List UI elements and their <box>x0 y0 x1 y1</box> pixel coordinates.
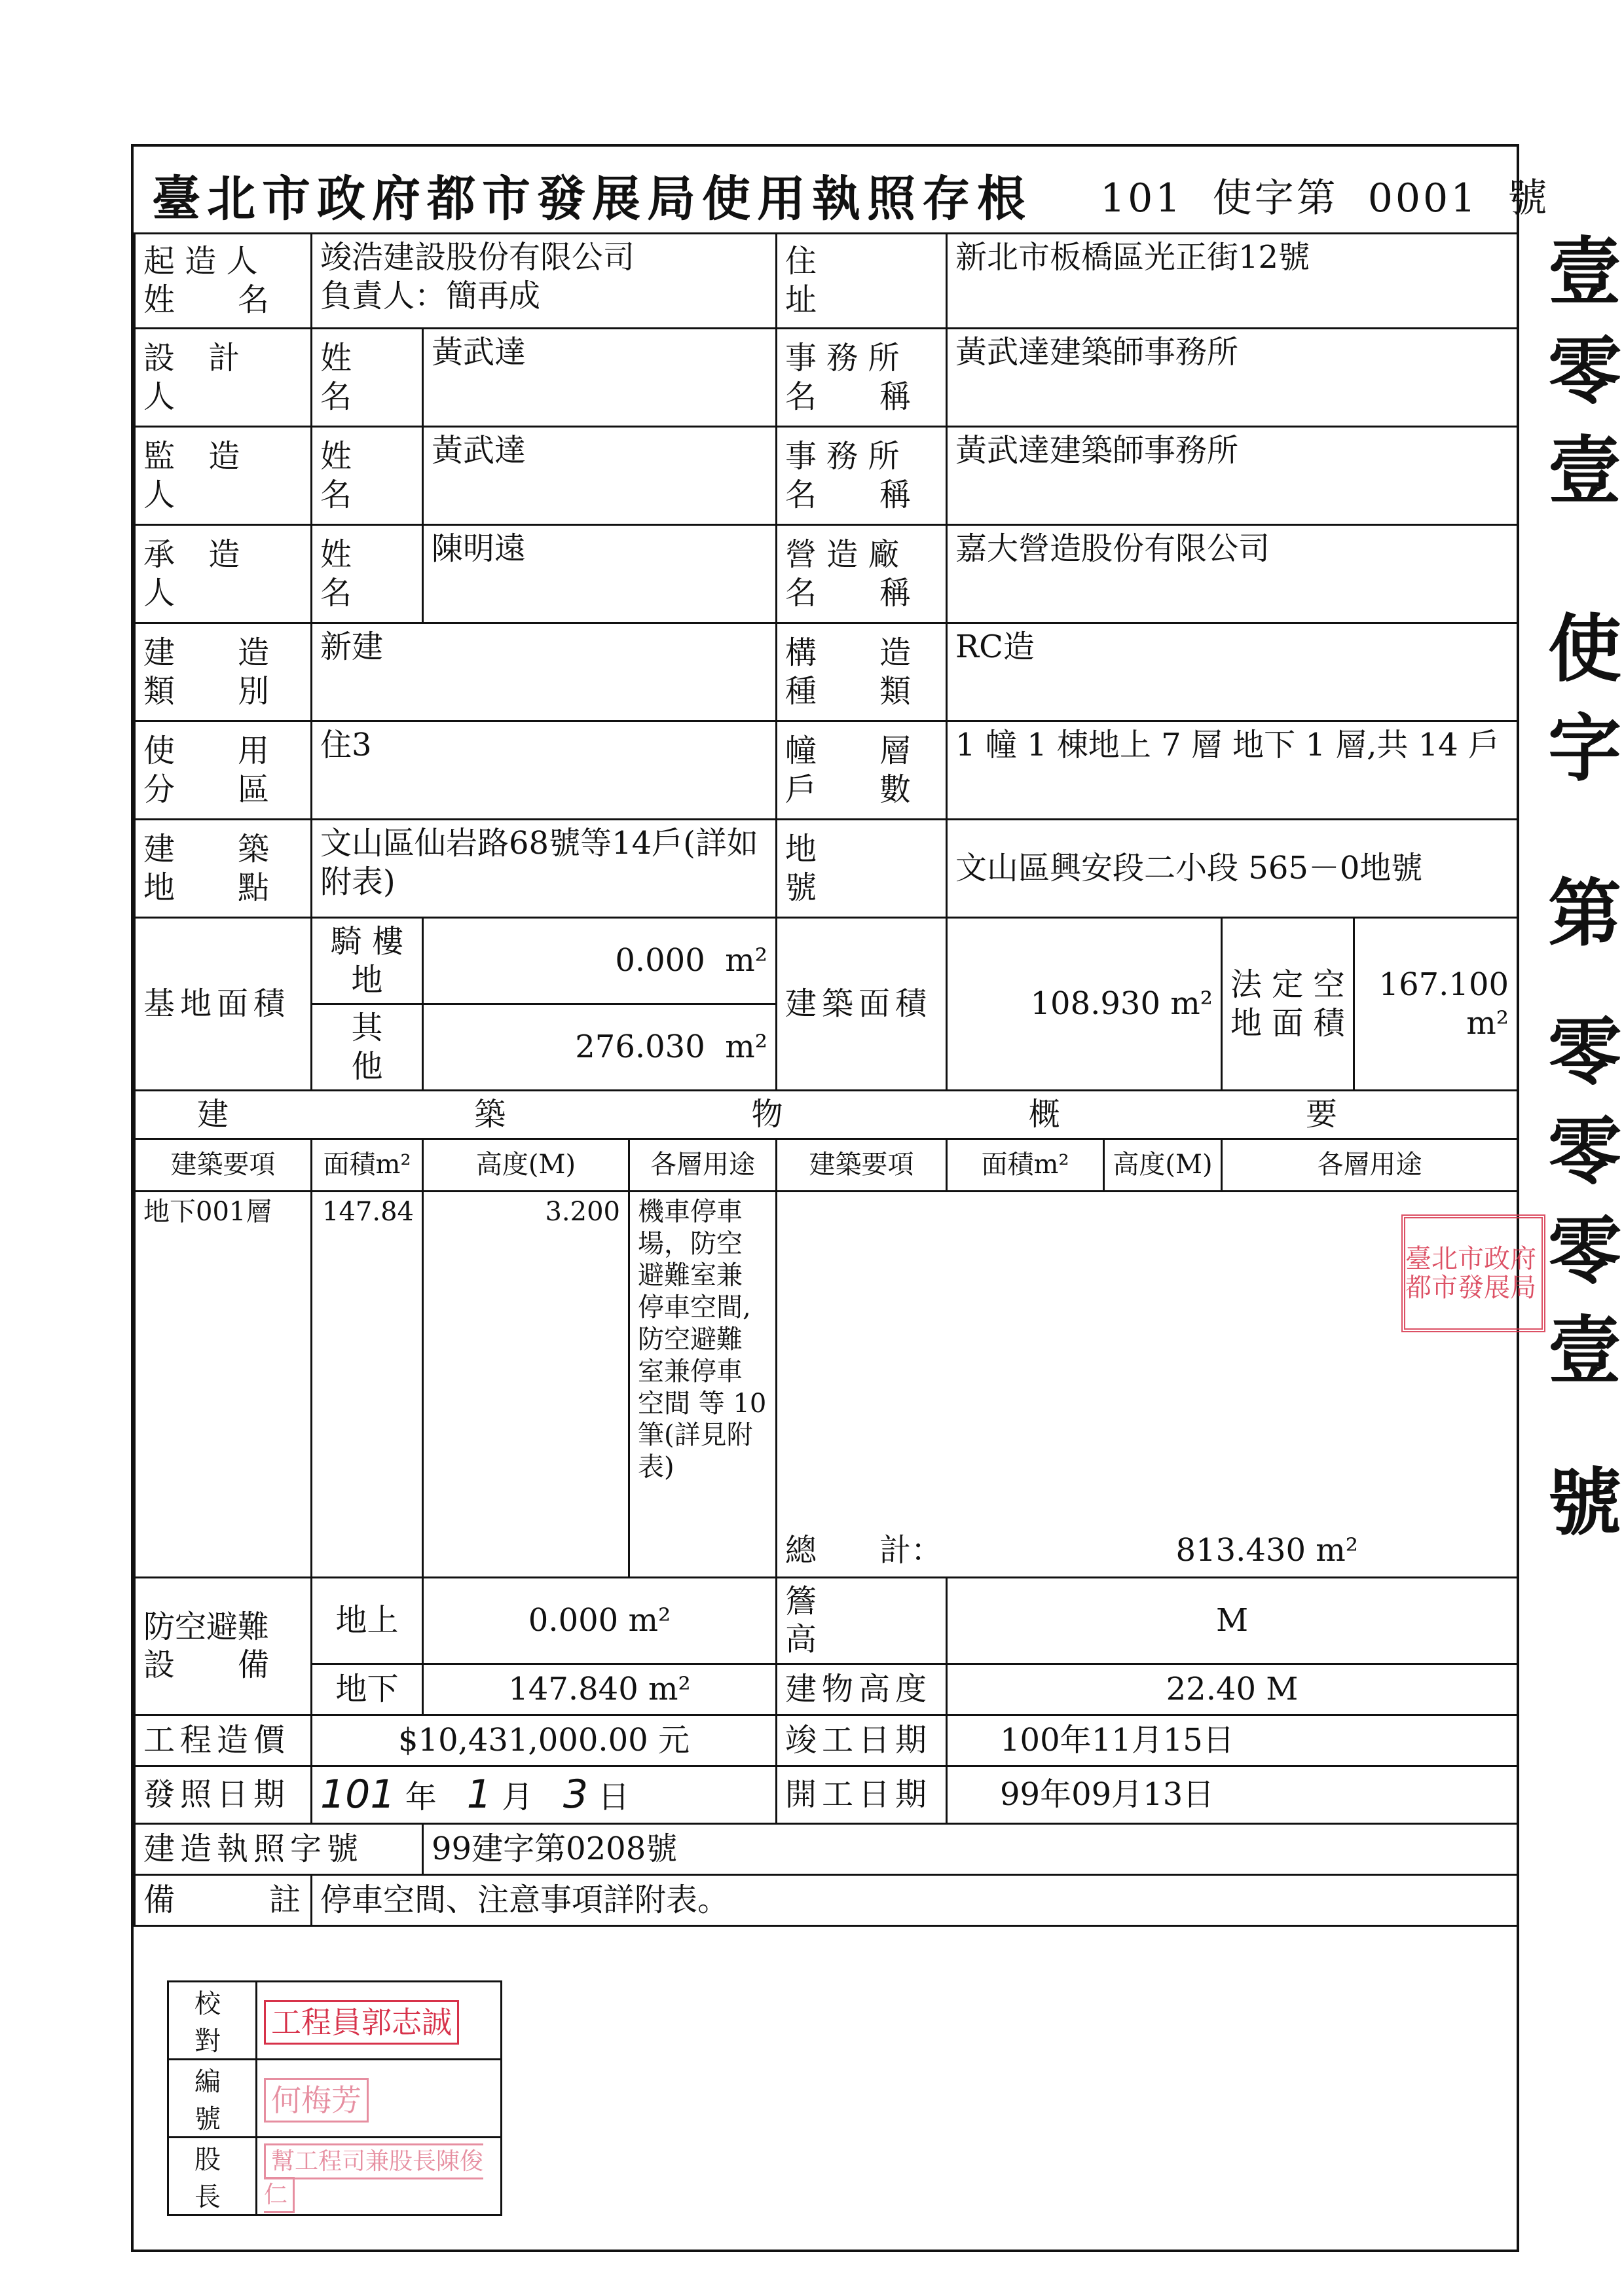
issue-year: 101 <box>320 1771 396 1817</box>
unit-count-label: 幢 層 戶 數 <box>777 721 947 820</box>
floor-item: 地下001層 <box>135 1191 312 1577</box>
floor-area: 147.84 <box>312 1191 423 1577</box>
builder-value <box>312 234 777 329</box>
approval-key: 編 號 <box>168 2060 257 2138</box>
building-area-label: 建築面積 <box>777 918 947 1091</box>
contractor-name: 陳明遠 <box>423 525 777 623</box>
open-space-area: 167.100 m² <box>1354 918 1518 1091</box>
approval-stamp: 幫工程司兼股長陳俊仁 <box>257 2138 502 2215</box>
serial-no: 0001 <box>1367 175 1479 221</box>
permit-number: 99建字第0208號 <box>423 1824 1518 1875</box>
serial-suffix: 號 <box>1507 175 1550 221</box>
site-area-label: 基地面積 <box>135 918 312 1091</box>
builder-label: 起 造 人 姓 名 <box>135 234 312 329</box>
building-area: 108.930 m² <box>947 918 1222 1091</box>
completion-label: 竣工日期 <box>777 1715 947 1766</box>
designer-name-label: 姓 名 <box>312 329 423 427</box>
start-label: 開工日期 <box>777 1766 947 1823</box>
issue-day: 3 <box>563 1771 589 1817</box>
other-label: 其 他 <box>312 1004 423 1091</box>
cost-value: $10,431,000.00 元 <box>312 1715 777 1766</box>
designer-office-label: 事 務 所 名 稱 <box>777 329 947 427</box>
col-item-1: 建築要項 <box>135 1139 312 1191</box>
lot-label: 地 號 <box>777 820 947 918</box>
total-label: 總 計： <box>785 1532 943 1569</box>
building-height: 22.40 M <box>947 1664 1518 1715</box>
building-height-label: 建物高度 <box>777 1664 947 1715</box>
supervisor-name: 黃武達 <box>423 427 777 525</box>
zone-value: 住3 <box>312 721 777 820</box>
col-item-2: 建築要項 <box>777 1139 947 1191</box>
structure-type: RC造 <box>947 623 1518 721</box>
construction-type-label: 建 造 類 別 <box>135 623 312 721</box>
document-title: 臺北市政府都市發展局使用執照存根 <box>152 171 1032 227</box>
cost-label: 工程造價 <box>135 1715 312 1766</box>
shelter-above: 0.000 m² <box>423 1577 777 1664</box>
builder-company: 竣浩建設股份有限公司 <box>320 239 635 276</box>
issue-month: 1 <box>466 1771 492 1817</box>
completion-date: 100年11月15日 <box>947 1715 1518 1766</box>
eave-label: 簷 高 <box>777 1577 947 1664</box>
col-use-2: 各層用途 <box>1222 1139 1518 1191</box>
floor-height: 3.200 <box>423 1191 629 1577</box>
eave-height: M <box>947 1577 1518 1664</box>
contractor-name-label: 姓 名 <box>312 525 423 623</box>
contractor-label: 承 造 人 <box>135 525 312 623</box>
col-height-2: 高度(M) <box>1104 1139 1222 1191</box>
remarks-value: 停車空間、注意事項詳附表。 <box>312 1875 1518 1926</box>
construction-type: 新建 <box>312 623 777 721</box>
approval-box <box>167 1980 502 2216</box>
builder-rep: 負責人：簡再成 <box>320 277 541 314</box>
col-area-1: 面積m² <box>312 1139 423 1191</box>
unit-count: 1 幢 1 棟地上 7 層 地下 1 層,共 14 戶 <box>947 721 1518 820</box>
contractor-office: 嘉大營造股份有限公司 <box>947 525 1518 623</box>
permit-label: 建造執照字號 <box>135 1824 423 1875</box>
approval-key: 校 對 <box>168 1982 257 2060</box>
shelter-label: 防空避難 設 備 <box>135 1577 312 1715</box>
serial-word: 使字第 <box>1212 175 1338 221</box>
serial-year: 101 <box>1100 175 1183 221</box>
structure-label: 構 造 種 類 <box>777 623 947 721</box>
location-label: 建 築 地 點 <box>135 820 312 918</box>
contractor-office-label: 營 造 廠 名 稱 <box>777 525 947 623</box>
designer-label: 設 計 人 <box>135 329 312 427</box>
arcade-area: 0.000 m² <box>423 918 777 1004</box>
overview-title: 建 築 物 概 要 <box>135 1091 1518 1139</box>
approval-key: 股 長 <box>168 2138 257 2215</box>
issue-label: 發照日期 <box>135 1766 312 1823</box>
official-seal: 臺北市政府都市發展局 <box>1401 1214 1545 1332</box>
designer-office: 黃武達建築師事務所 <box>947 329 1518 427</box>
open-space-label: 法 定 空 地 面 積 <box>1222 918 1354 1091</box>
col-use-1: 各層用途 <box>629 1139 777 1191</box>
col-height-1: 高度(M) <box>423 1139 629 1191</box>
arcade-label: 騎 樓 地 <box>312 918 423 1004</box>
shelter-below-label: 地下 <box>312 1664 423 1715</box>
certificate-table <box>134 232 1519 1927</box>
zone-label: 使 用 分 區 <box>135 721 312 820</box>
side-serial: 壹 零 壹 使 字 第 零 零 零 壹 號 <box>1548 229 1621 1546</box>
serial-number <box>1100 167 1564 223</box>
shelter-above-label: 地上 <box>312 1577 423 1664</box>
supervisor-label: 監 造 人 <box>135 427 312 525</box>
remarks-label: 備 註 <box>135 1875 312 1926</box>
total-area: 813.430 m² <box>1175 1532 1359 1569</box>
floor-use: 機車停車場，防空避難室兼停車空間,防空避難室兼停車空間 等 10 筆(詳見附表) <box>629 1191 777 1577</box>
address-label: 住 址 <box>777 234 947 329</box>
designer-name: 黃武達 <box>423 329 777 427</box>
other-area: 276.030 m² <box>423 1004 777 1091</box>
approval-stamp: 工程員郭志誠 <box>257 1982 502 2060</box>
supervisor-office: 黃武達建築師事務所 <box>947 427 1518 525</box>
start-date: 99年09月13日 <box>947 1766 1518 1823</box>
location-value: 文山區仙岩路68號等14戶(詳如附表) <box>312 820 777 918</box>
col-area-2: 面積m² <box>947 1139 1104 1191</box>
lot-value: 文山區興安段二小段 565－0地號 <box>947 820 1518 918</box>
supervisor-office-label: 事 務 所 名 稱 <box>777 427 947 525</box>
builder-address: 新北市板橋區光正街12號 <box>947 234 1518 329</box>
shelter-below: 147.840 m² <box>423 1664 777 1715</box>
issue-date: 101 年 1 月 3 日 <box>312 1766 777 1823</box>
approval-stamp: 何梅芳 <box>257 2060 502 2138</box>
supervisor-name-label: 姓 名 <box>312 427 423 525</box>
